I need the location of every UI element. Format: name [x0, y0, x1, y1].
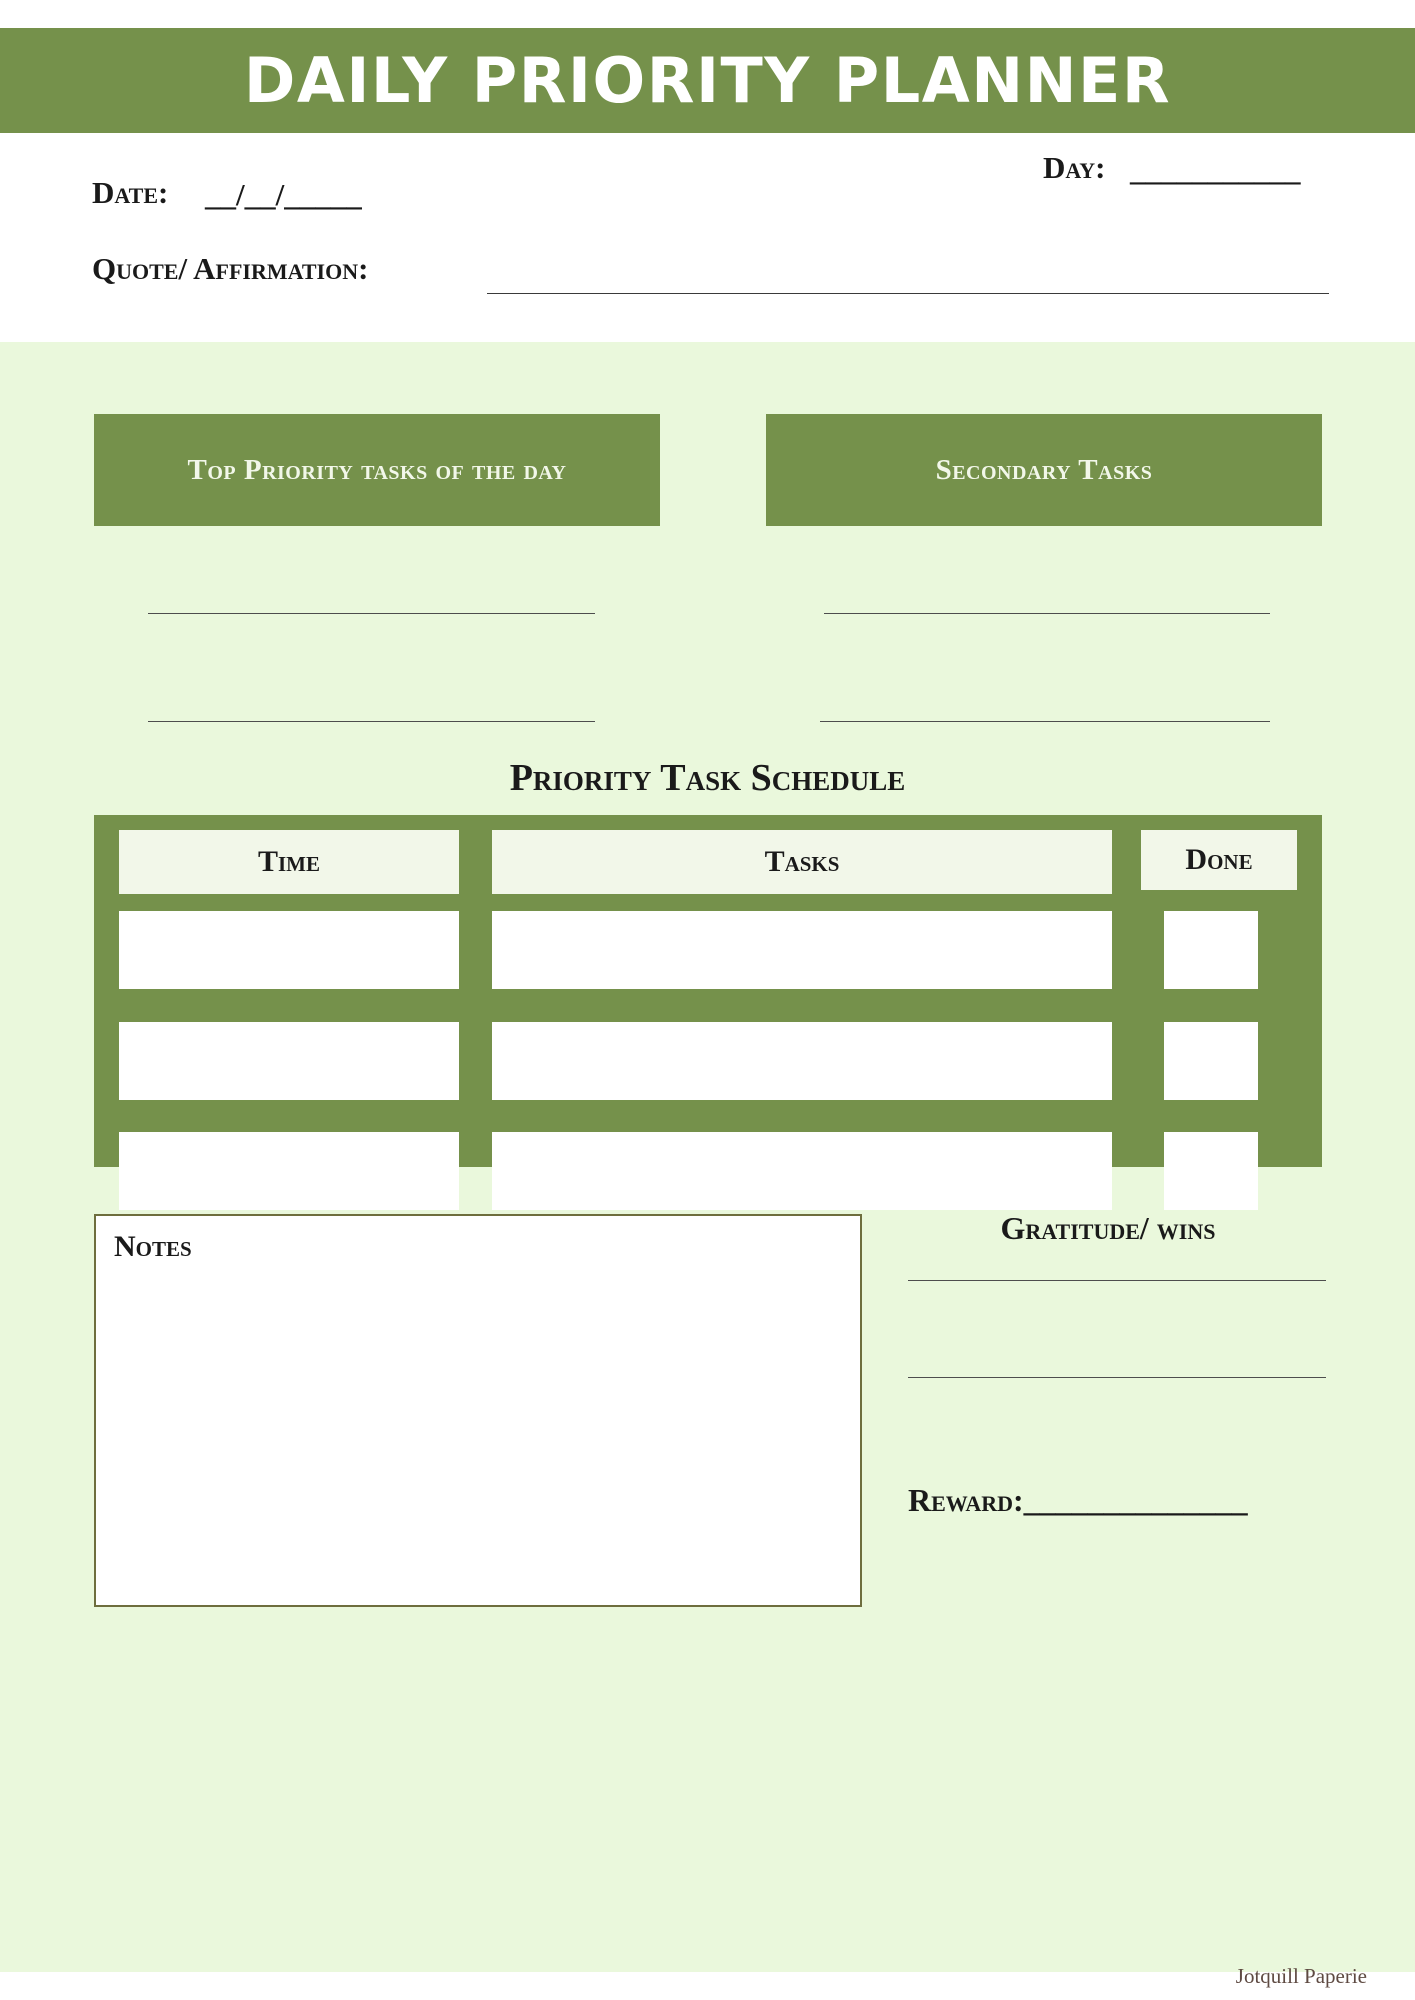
info-section — [0, 133, 1415, 342]
schedule-time-cell-2[interactable] — [119, 1022, 459, 1100]
schedule-done-checkbox-3[interactable] — [1164, 1132, 1258, 1210]
quote-affirmation-field[interactable] — [487, 293, 1329, 294]
top-priority-line-1[interactable] — [148, 613, 595, 614]
gratitude-line-1[interactable] — [908, 1280, 1326, 1281]
schedule-title: Priority Task Schedule — [509, 757, 906, 799]
quote-affirmation-label: Quote/ Affirmation: — [92, 251, 369, 286]
schedule-task-cell-1[interactable] — [492, 911, 1112, 989]
top-priority-line-2[interactable] — [148, 721, 595, 722]
date-field[interactable]: __/__/_____ — [205, 177, 362, 212]
schedule-col-tasks: Tasks — [492, 830, 1112, 894]
notes-label: Notes — [114, 1230, 192, 1263]
secondary-line-2[interactable] — [820, 721, 1270, 722]
reward-label-text: Reward: — [908, 1482, 1024, 1518]
schedule-task-cell-2[interactable] — [492, 1022, 1112, 1100]
schedule-table — [94, 815, 1322, 1167]
header-banner — [0, 28, 1415, 133]
day-field[interactable]: ___________ — [1130, 152, 1301, 187]
schedule-col-done: Done — [1141, 830, 1297, 890]
day-label: Day: — [1043, 150, 1106, 185]
secondary-line-1[interactable] — [824, 613, 1270, 614]
notes-box[interactable] — [94, 1214, 862, 1607]
reward-field[interactable]: ______________ — [1023, 1482, 1248, 1518]
footer — [0, 1964, 1415, 2000]
schedule-time-cell-1[interactable] — [119, 911, 459, 989]
schedule-task-cell-3[interactable] — [492, 1132, 1112, 1210]
schedule-done-checkbox-2[interactable] — [1164, 1022, 1258, 1100]
schedule-col-time: Time — [119, 830, 459, 894]
date-label: Date: — [92, 175, 169, 210]
footer-credit: Jotquill Paperie — [1235, 1964, 1367, 1988]
secondary-tasks-heading: Secondary Tasks — [766, 414, 1322, 526]
gratitude-line-2[interactable] — [908, 1377, 1326, 1378]
top-priority-heading: Top Priority tasks of the day — [94, 414, 660, 526]
page-title: DAILY PRIORITY PLANNER — [243, 44, 1172, 117]
schedule-time-cell-3[interactable] — [119, 1132, 459, 1210]
reward-label — [908, 1482, 1248, 1519]
schedule-done-checkbox-1[interactable] — [1164, 911, 1258, 989]
planner-body — [0, 342, 1415, 1972]
gratitude-title: Gratitude/ wins — [1000, 1210, 1216, 1246]
